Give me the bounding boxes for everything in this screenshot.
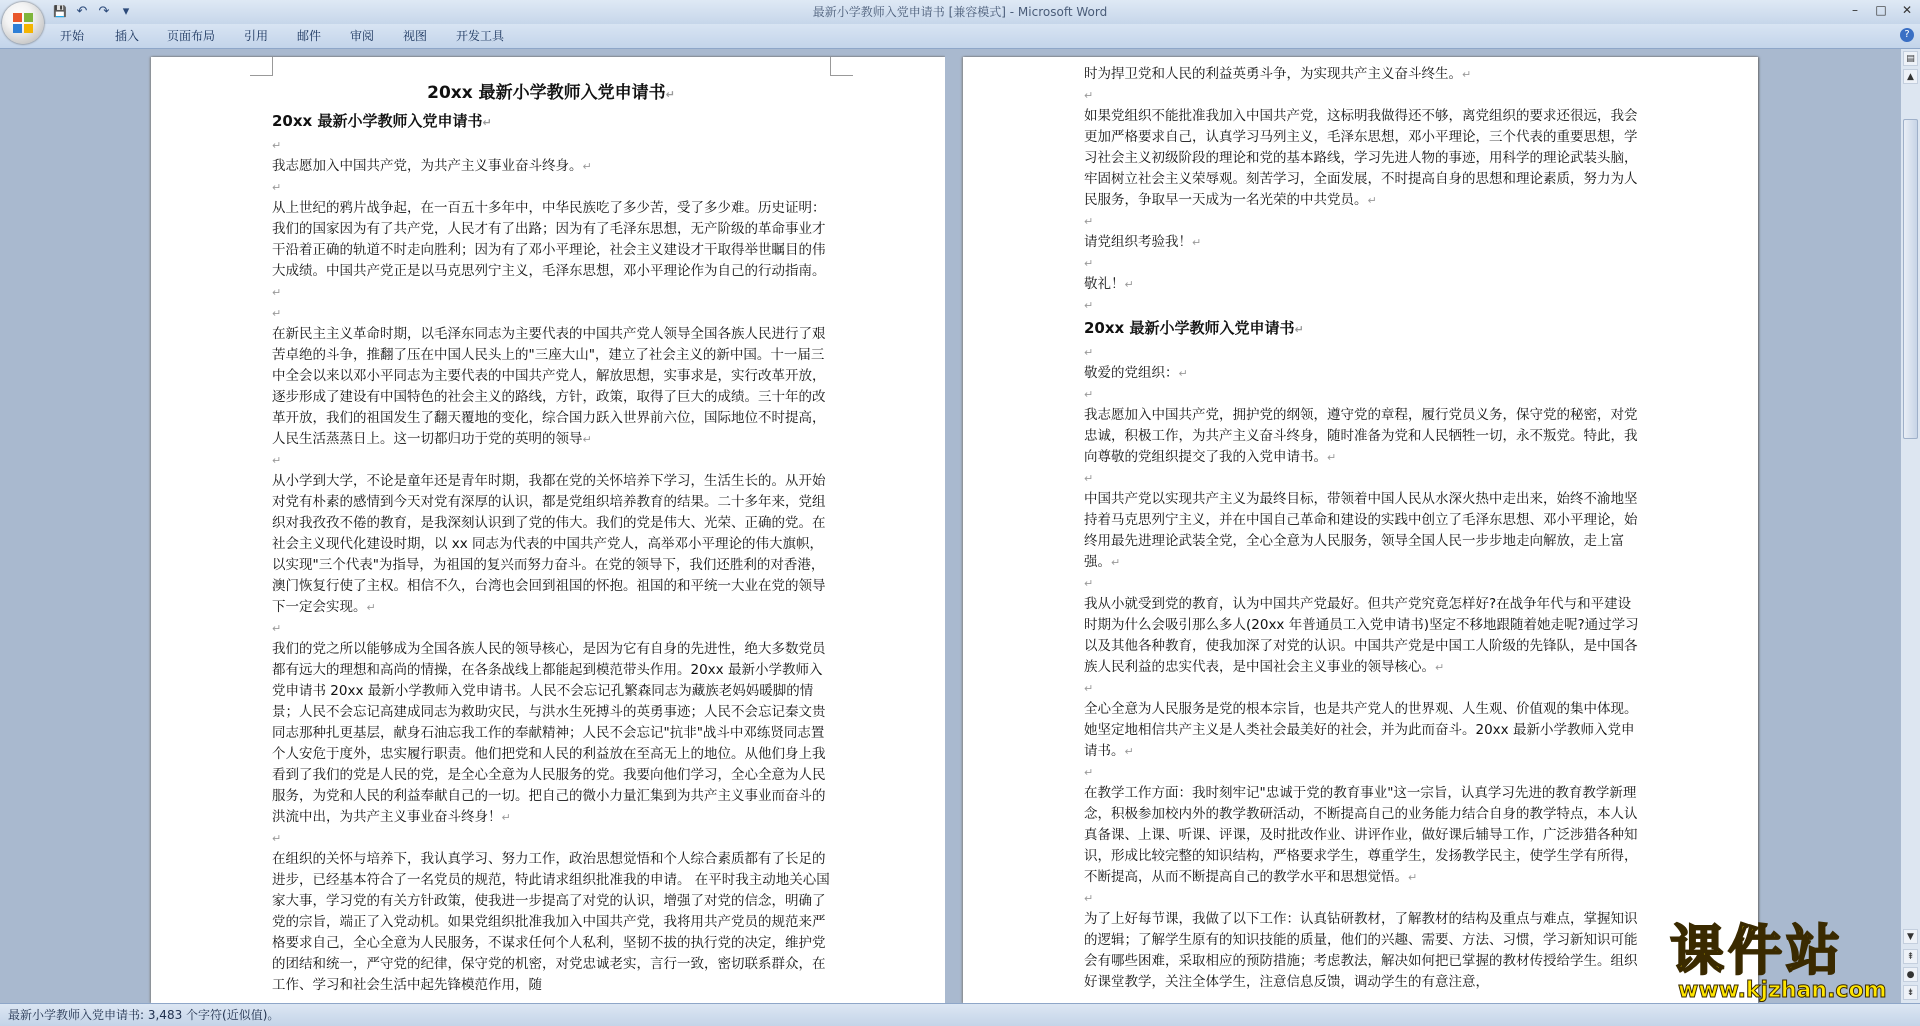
scroll-down-icon[interactable]: ▼ [1903,929,1918,944]
paragraph: 在教学工作方面：我时刻牢记"忠诚于党的教育事业"这一宗旨，认真学习先进的教育教学新理念，积极参加校内外的教学教研活动，不断提高自己的业务能力结合自身的教学特点，本人认真备课、上课、听课、评课，及时批改作业、讲评作业，做好课后辅导工作，广泛涉猎各种知识，形成比较完整的知识结构，严格要求学生，尊重学生，发扬教学民主，使学生学有所得，不断提高，从而不断提高自己的教学水平和思想觉悟。↵ [1084,785,1638,885]
customize-toolbar-icon[interactable]: ▾ [122,4,130,19]
empty-paragraph: ↵ [1084,215,1094,228]
tab-view[interactable]: 视图 [403,29,428,43]
status-bar [0,1003,1920,1026]
tab-insert[interactable]: 插入 [115,29,140,43]
vertical-scrollbar[interactable] [1900,49,1920,1003]
paragraph: 在新民主主义革命时期，以毛泽东同志为主要代表的中国共产党人领导全国各族人民进行了艰苦卓绝的斗争，推翻了压在中国人民头上的"三座大山"，建立了社会主义的新中国。十一届三中全会以来以邓小平同志为主要代表的中国共产党人，解放思想，实事求是，实行改革开放，逐步形成了建设有中国特色的社会主义的路线，方针，政策，取得了巨大的成绩。三十年的改革开放，我们的祖国发生了翻天覆地的变化，综合国力跃入世界前六位，国际地位不时提高，人民生活蒸蒸日上。这一切都归功于党的英明的领导↵ [272,326,826,447]
tab-review[interactable]: 审阅 [350,29,375,43]
empty-paragraph: ↵ [272,139,282,152]
crop-mark [250,57,273,76]
page-content-right [1084,64,1639,993]
save-icon[interactable]: 💾 [53,5,67,18]
previous-page-icon[interactable]: ⇞ [1903,949,1918,964]
section-heading: 20xx 最新小学教师入党申请书↵ [1084,319,1304,337]
office-logo-icon [13,13,33,33]
paragraph: 我们的党之所以能够成为全国各族人民的领导核心，是因为它有自身的先进性，绝大多数党员都有远大的理想和高尚的情操，在各条战线上都能起到模范带头作用。20xx 最新小学教师入党申请书 20xx 最新小学教师入党申请书。人民不会忘记孔繁森同志为藏族老妈妈暖脚的情景；人民不会忘记高建成同志为救助灾民，与洪水生死搏斗的英勇事迹；人民不会忘记秦文贵同志那种扎更基层，献身石油忘我工作的奉献精神；人民不会忘记"抗非"战斗中邓练贤同志置个人安危于度外，忠实履行职责。他们把党和人民的利益放在至高无上的地位。从他们身上我看到了我们的党是人民的党，是全心全意为人民服务的党。我要向他们学习，全心全意为人民服务，为党和人民的利益奉献自己的一切。把自己的微小力量汇集到为共产主义事业而奋斗的洪流中出，为共产主义事业奋斗终身！↵ [272,641,826,825]
section-heading: 20xx 最新小学教师入党申请书↵ [272,112,492,130]
empty-paragraph: ↵ [1084,682,1094,695]
title-bar [0,0,1920,24]
empty-paragraph: ↵ [272,181,282,194]
maximize-button[interactable]: □ [1875,3,1887,17]
undo-icon[interactable]: ↶ [76,4,88,19]
page-content-left [272,79,830,996]
empty-paragraph: ↵ [272,454,282,467]
tab-developer[interactable]: 开发工具 [456,29,505,43]
paragraph: 全心全意为人民服务是党的根本宗旨，也是共产党人的世界观、人生观、价值观的集中体现。她坚定地相信共产主义是人类社会最美好的社会，并为此而奋斗。20xx 最新小学教师入党申请书。↵ [1084,701,1638,759]
redo-icon[interactable]: ↷ [98,4,110,19]
empty-paragraph: ↵ [272,832,282,845]
help-icon[interactable]: ? [1900,28,1914,42]
ribbon-tabs [0,24,1920,49]
empty-paragraph: ↵ [272,622,282,635]
scrollbar-thumb[interactable] [1903,119,1918,439]
tab-home[interactable]: 开始 [60,29,85,43]
paragraph: 请党组织考验我！↵ [1084,234,1202,250]
empty-paragraph: ↵ [1084,577,1094,590]
tab-references[interactable]: 引用 [244,29,269,43]
document-title: 20xx 最新小学教师入党申请书↵ [427,83,675,103]
empty-paragraph: ↵ [1084,346,1094,359]
paragraph: 从小学到大学，不论是童年还是青年时期，我都在党的关怀培养下学习，生活生长的。从开始对党有朴素的感情到今天对党有深厚的认识，都是党组织培养教育的结果。二十多年来，党组织对我孜孜不倦的教育，是我深刻认识到了党的伟大。我们的党是伟大、光荣、正确的党。在社会主义现代化建设时期，以 xx 同志为代表的中国共产党人，高举邓小平理论的伟大旗帜，以实现"三个代表"为指导，为祖国的复兴而努力奋斗。在党的领导下，我们还胜利的对香港，澳门恢复行使了主权。相信不久，台湾也会回到祖国的怀抱。祖国的和平统一大业在党的领导下一定会实现。↵ [272,473,826,615]
empty-paragraph: ↵ [1084,388,1094,401]
paragraph: 我志愿加入中国共产党，拥护党的纲领，遵守党的章程，履行党员义务，保守党的秘密，对党忠诚，积极工作，为共产主义奋斗终身，随时准备为党和人民牺牲一切，永不叛党。特此，我向尊敬的党组织提交了我的入党申请书。↵ [1084,407,1638,465]
empty-paragraph: ↵ [1084,299,1094,312]
paragraph: 中国共产党以实现共产主义为最终目标，带领着中国人民从水深火热中走出来，始终不渝地坚持着马克思列宁主义，并在中国自己革命和建设的实践中创立了毛泽东思想、邓小平理论，始终用最先进理论武装全党，全心全意为人民服务，领导全国人民一步步地走向解放，走上富强。↵ [1084,491,1638,570]
word-count-status[interactable]: 最新小学教师入党申请书: 3,483 个字符(近似值)。 [8,1008,280,1022]
watermark-url: www.kjzhan.com [1678,978,1887,1003]
scroll-up-icon[interactable]: ▲ [1903,69,1918,84]
tab-page-layout[interactable]: 页面布局 [167,29,216,43]
office-button[interactable] [2,2,44,44]
paragraph: 我志愿加入中国共产党，为共产主义事业奋斗终身。↵ [272,158,592,174]
next-page-icon[interactable]: ⇟ [1903,985,1918,1000]
window-title: 最新小学教师入党申请书 [兼容模式] - Microsoft Word [812,5,1108,19]
paragraph: 从上世纪的鸦片战争起，在一百五十多年中，中华民族吃了多少苦，受了多少难。历史证明：我们的国家因为有了共产党，人民才有了出路；因为有了毛泽东思想，无产阶级的革命事业才干沿着正确的轨道不时走向胜利；因为有了邓小平理论，社会主义建设才干取得举世瞩目的伟大成绩。中国共产党正是以马克思列宁主义，毛泽东思想，邓小平理论作为自己的行动指南。↵ [272,200,826,299]
document-page-right[interactable] [963,57,1758,1003]
document-page-left[interactable] [151,57,945,1003]
paragraph: 为了上好每节课，我做了以下工作：认真钻研教材，了解教材的结构及重点与难点，掌握知识的逻辑；了解学生原有的知识技能的质量，他们的兴趣、需要、方法、习惯，学习新知识可能会有哪些困难，采取相应的预防措施；考虑教法，解决如何把已掌握的教材传授给学生。组织好课堂教学，关注全体学生，注意信息反馈，调动学生的有意注意， [1084,911,1638,990]
select-browse-object-icon[interactable]: ● [1903,967,1918,982]
ruler-toggle-icon[interactable]: ▤ [1903,51,1918,66]
empty-paragraph: ↵ [272,307,282,320]
window-controls [1842,0,1920,20]
paragraph: 如果党组织不能批准我加入中国共产党，这标明我做得还不够，离党组织的要求还很远，我会更加严格要求自己，认真学习马列主义，毛泽东思想，邓小平理论，三个代表的重要思想，学习社会主义初级阶段的理论和党的基本路线，学习先进人物的事迹，用科学的理论武装头脑，牢固树立社会主义荣辱观。刻苦学习，全面发展，不时提高自身的思想和理论素质，努力为人民服务，争取早一天成为一名光荣的中共党员。↵ [1084,108,1638,208]
crop-mark [830,57,853,76]
minimize-button[interactable]: – [1852,3,1858,17]
empty-paragraph: ↵ [1084,892,1094,905]
close-button[interactable]: ✕ [1901,3,1913,17]
watermark-logo-text: 课件站 [1670,919,1844,982]
page-gap [945,49,963,1003]
paragraph: 我从小就受到党的教育，认为中国共产党最好。但共产党究竟怎样好?在战争年代与和平建设时期为什么会吸引那么多人(20xx 年普通员工入党申请书)坚定不移地跟随着她走呢?通过学习以及其他各种教育，使我加深了对党的认识。中国共产党是中国工人阶级的先锋队，是中国各族人民利益的忠实代表，是中国社会主义事业的领导核心。↵ [1084,596,1639,675]
paragraph: 在组织的关怀与培养下，我认真学习、努力工作，政治思想觉悟和个人综合素质都有了长足的进步，已经基本符合了一名党员的规范，特此请求组织批准我的申请。 在平时我主动地关心国家大事，学习党的有关方针政策，使我进一步提高了对党的认识，增强了对党的信念，明确了党的宗旨，端正了入党动机。如果党组织批准我加入中国共产党，我将用共产党员的规范来严格要求自己，全心全意为人民服务，不谋求任何个人私利，坚韧不拔的执行党的决定，维护党的团结和统一，严守党的纪律，保守党的机密，对党忠诚老实，言行一致，密切联系群众，在工作、学习和社会生活中起先锋模范作用，随 [272,851,830,993]
paragraph: 敬礼！↵ [1084,276,1134,292]
empty-paragraph: ↵ [1084,766,1094,779]
paragraph: 时为捍卫党和人民的利益英勇斗争，为实现共产主义奋斗终生。↵ [1084,66,1472,82]
empty-paragraph: ↵ [1084,89,1094,102]
empty-paragraph: ↵ [1084,257,1094,270]
tab-mailings[interactable]: 邮件 [297,29,322,43]
empty-paragraph: ↵ [1084,472,1094,485]
watermark-logo [1670,919,1910,1003]
paragraph: 敬爱的党组织：↵ [1084,365,1188,381]
